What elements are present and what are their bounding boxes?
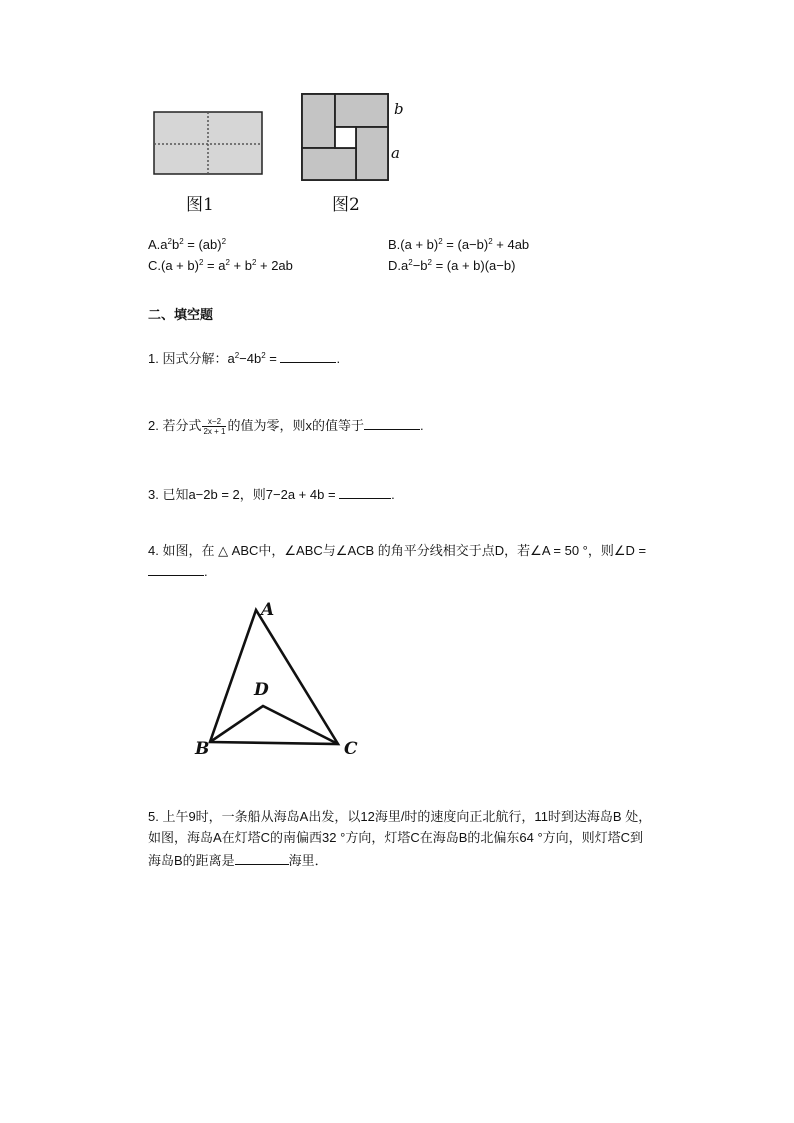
option-b: $B.(a + b)^2 = (a-b)^2 + 4ab$ xyxy=(388,237,530,252)
answer-blank[interactable] xyxy=(148,562,204,576)
vertex-label-a: A xyxy=(261,600,275,620)
question-5-line-1: 5. 上午9时，一条船从海岛A出发，以12海里/时的速度向正北航行，11时到达海岛B 处， xyxy=(148,809,652,824)
triangle-figure xyxy=(200,600,370,760)
option-a: $A.a^2b^2 = (ab)^2$ xyxy=(148,237,227,252)
answer-blank[interactable] xyxy=(364,416,420,430)
question-5-line-3: 海岛B的距离是 海里． xyxy=(148,853,328,868)
question-1: 1. 因式分解：$a^2-4b^2$ = . xyxy=(148,351,341,366)
vertex-label-c: C xyxy=(344,739,358,759)
figure-1-rectangle xyxy=(150,108,266,178)
figure-2-label-b: b xyxy=(394,100,404,118)
question-3: 3. 已知a−2b = 2，则7−2a + 4b = . xyxy=(148,487,395,502)
answer-blank[interactable] xyxy=(339,485,391,499)
vertex-label-b: B xyxy=(195,739,210,759)
figure-1-caption: 图1 xyxy=(186,195,214,215)
vertex-label-d: D xyxy=(254,680,269,700)
figure-2-label-a: a xyxy=(391,144,400,162)
question-4-answer: . xyxy=(148,562,208,581)
question-2: 2. 若分式 $\frac{x-2}{2x + 1}$ 的值为零，则x的值等于 . xyxy=(148,417,424,437)
option-c: $C.(a + b)^2 = a^2 + b^2 + 2ab$ xyxy=(148,258,293,273)
option-d: $D.a^2-b^2 = (a + b)(a-b)$ xyxy=(388,258,516,273)
question-5-line-2: 如图，海岛A在灯塔C的南偏西32 °方向，灯塔C在海岛B的北偏东64 °方向，则灯塔C到 xyxy=(148,830,644,845)
section-title: 二、填空题 xyxy=(148,307,214,322)
figure-2-caption: 图2 xyxy=(332,195,360,215)
figure-2-square xyxy=(298,90,394,184)
answer-blank[interactable] xyxy=(235,851,289,865)
question-4: 4. 如图，在 △ ABC中，∠ABC与∠ACB 的角平分线相交于点D，若∠A = 50 °，则∠D = xyxy=(148,543,647,558)
answer-blank[interactable] xyxy=(280,349,336,363)
fraction: $\frac{x-2}{2x + 1}$ xyxy=(203,417,226,437)
